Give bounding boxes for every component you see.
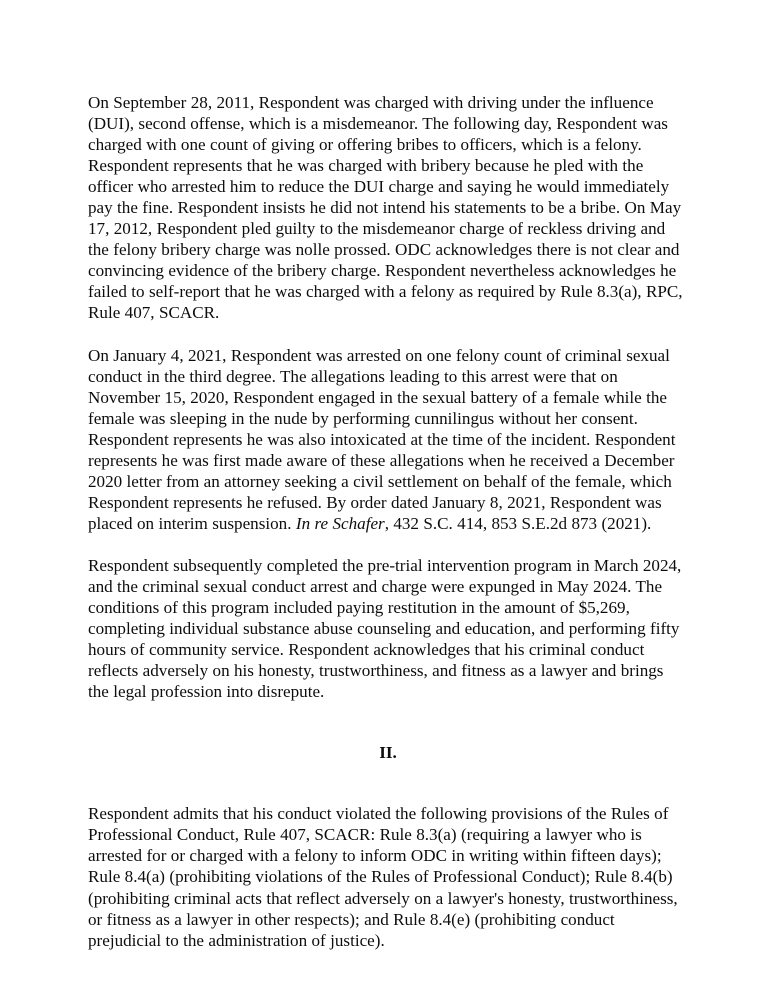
case-citation-reporter: , 432 S.C. 414, 853 S.E.2d 873 (2021).: [384, 513, 652, 533]
paragraph-rule-violations-admitted: Respondent admits that his conduct violated the following provisions of the Rules of Professional Conduct, Rule 407, SCACR: Rule 8.3(a) (requiring a lawyer who is arrested for or charged with a felony to inform ODC in writing within fifteen days); Rule 8.4(a) (prohibiting violations of the Rules of Professional Conduct); Rule 8.4(b) (prohibiting criminal acts that reflect adversely on a lawyer's honesty, trustworthiness, or fitness as a lawyer in other respects); and Rule 8.4(e) (prohibiting conduct prejudicial to the administration of justice).: [88, 804, 678, 950]
paragraph-2-text-before-citation: On January 4, 2021, Respondent was arrested on one felony count of criminal sexual conduct in the third degree. The allegations leading to this arrest were that on November 15, 2020, Respondent engaged in the sexual battery of a female while the female was sleeping in the nude by performing cunnilingus without her consent. Respondent represents he was also intoxicated at the time of the incident. Respondent represents he was first made aware of these allegations when he received a December 2020 letter from an attorney seeking a civil settlement on behalf of the female, which Respondent represents he refused. By order dated January 8, 2021, Respondent was placed on interim suspension.: [88, 345, 676, 533]
section-heading-two: II.: [379, 743, 397, 763]
case-citation-italic: In re Schafer: [295, 513, 385, 533]
paragraph-criminal-sexual-conduct-arrest: [88, 345, 688, 534]
paragraph-pretrial-intervention-completion: Respondent subsequently completed the pre-trial intervention program in March 2024, and the criminal sexual conduct arrest and charge were expunged in May 2024. The conditions of this program included paying restitution in the amount of $5,269, completing individual substance abuse counseling and education, and performing fifty hours of community service. Respondent acknowledges that his criminal conduct reflects adversely on his honesty, trustworthiness, and fitness as a lawyer and brings the legal profession into disrepute.: [88, 555, 682, 702]
heading-top-spacer: [88, 723, 688, 742]
heading-bottom-spacer: [88, 784, 688, 803]
paragraph-dui-bribery-charges: On September 28, 2011, Respondent was charged with driving under the influence (DUI), second offense, which is a misdemeanor. The following day, Respondent was charged with one count of giving or offering bribes to officers, which is a felony. Respondent represents that he was charged with bribery because he pled with the officer who arrested him to reduce the DUI charge and saying he would immediately pay the fine. Respondent insists he did not intend his statements to be a bribe. On May 17, 2012, Respondent pled guilty to the misdemeanor charge of reckless driving and the felony bribery charge was nolle prossed. ODC acknowledges there is not clear and convincing evidence of the bribery charge. Respondent nevertheless acknowledges he failed to self-report that he was charged with a felony as required by Rule 8.3(a), RPC, Rule 407, SCACR.: [88, 93, 683, 323]
document-text-column: [88, 92, 688, 951]
